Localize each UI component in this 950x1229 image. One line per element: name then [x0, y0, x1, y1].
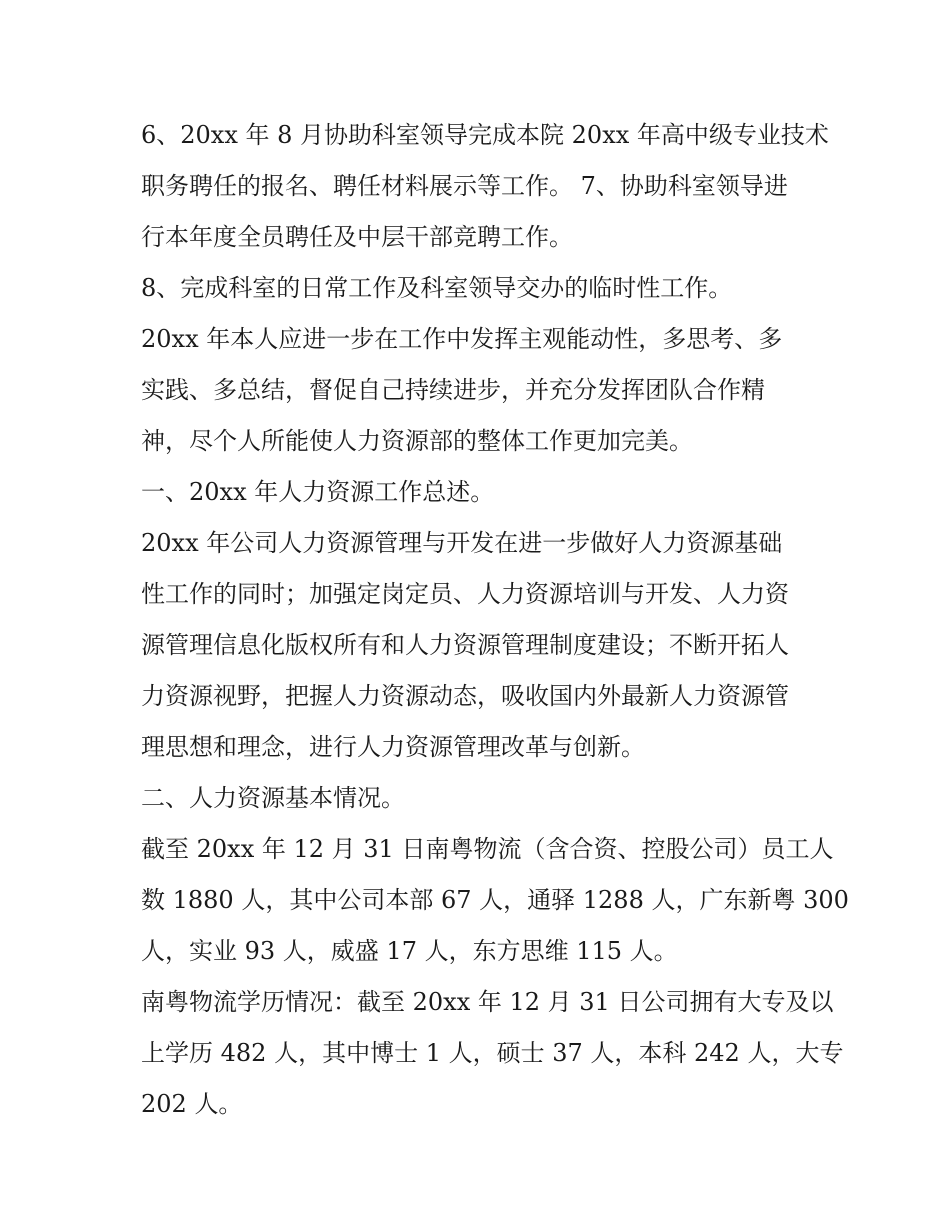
paragraph-headcount [141, 824, 849, 977]
document-body [141, 110, 849, 1130]
text-line: 数 1880 人，其中公司本部 67 人，通驿 1288 人，广东新粤 300 [141, 886, 849, 914]
heading-line: 一、20xx 年人力资源工作总述。 [141, 478, 495, 506]
paragraph-item-8 [141, 263, 821, 314]
text-line: 力资源视野，把握人力资源动态，吸收国内外最新人力资源管 [141, 682, 789, 710]
text-line: 源管理信息化版权所有和人力资源管理制度建设；不断开拓人 [141, 631, 789, 659]
paragraph-item-6-7 [141, 110, 829, 263]
section-heading-2 [141, 773, 821, 824]
text-line: 南粤物流学历情况：截至 20xx 年 12 月 31 日公司拥有大专及以 [141, 988, 834, 1016]
text-line: 20xx 年公司人力资源管理与开发在进一步做好人力资源基础 [141, 529, 783, 557]
text-line: 截至 20xx 年 12 月 31 日南粤物流（含合资、控股公司）员工人 [141, 835, 834, 863]
text-line: 行本年度全员聘任及中层干部竞聘工作。 [141, 223, 573, 251]
heading-line: 二、人力资源基本情况。 [141, 784, 405, 812]
text-line: 20xx 年本人应进一步在工作中发挥主观能动性，多思考、多 [141, 325, 783, 353]
paragraph-education [141, 977, 844, 1130]
text-line: 6、20xx 年 8 月协助科室领导完成本院 20xx 年高中级专业技术 [141, 121, 829, 149]
section-heading-1 [141, 467, 821, 518]
text-line: 神，尽个人所能使人力资源部的整体工作更加完美。 [141, 427, 693, 455]
text-line: 8、完成科室的日常工作及科室领导交办的临时性工作。 [141, 274, 733, 302]
text-line: 上学历 482 人，其中博士 1 人，硕士 37 人，本科 242 人，大专 [141, 1039, 844, 1067]
text-line: 理思想和理念，进行人力资源管理改革与创新。 [141, 733, 645, 761]
text-line: 实践、多总结，督促自己持续进步，并充分发挥团队合作精 [141, 376, 765, 404]
paragraph-plan [141, 314, 821, 467]
text-line: 202 人。 [141, 1090, 243, 1118]
text-line: 职务聘任的报名、聘任材料展示等工作。 7、协助科室领导进 [141, 172, 788, 200]
text-line: 人，实业 93 人，威盛 17 人，东方思维 115 人。 [141, 937, 678, 965]
text-line: 性工作的同时；加强定岗定员、人力资源培训与开发、人力资 [141, 580, 789, 608]
paragraph-overview [141, 518, 821, 773]
